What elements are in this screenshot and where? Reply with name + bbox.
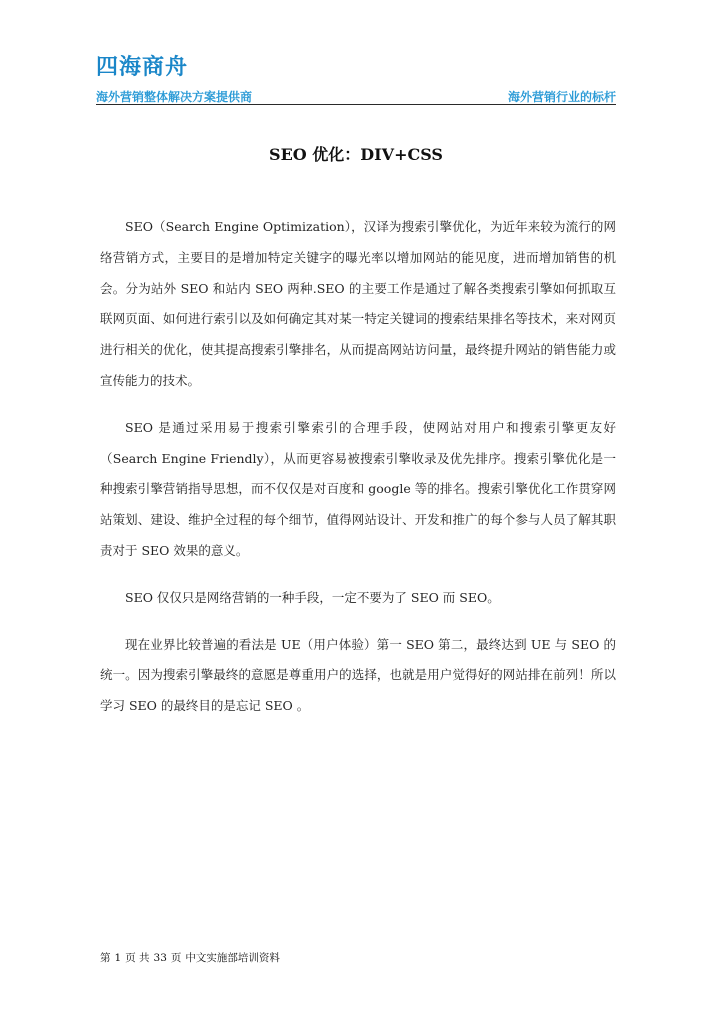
document-title: SEO 优化：DIV+CSS — [269, 145, 443, 164]
document-body — [100, 212, 616, 738]
footer-page-current: 1 — [114, 952, 122, 964]
footer-department: 中文实施部培训资料 — [185, 952, 280, 964]
header-divider — [96, 104, 616, 105]
tagline-left: 海外营销整体解决方案提供商 — [96, 90, 253, 104]
paragraph: SEO（Search Engine Optimization），汉译为搜索引擎优化，为近年来较为流行的网络营销方式，主要目的是增加特定关键字的曝光率以增加网站的能见度，进而增加销售的机会。分为站外 SEO 和站内 SEO 两种.SEO 的主要工作是通过了解各类搜索引擎如何抓取互联网页面、如何进行索引以及如何确定其对某一特定关键词的搜索结果排名等技术，来对网页进行相关的优化，使其提高搜索引擎排名，从而提高网站访问量，最终提升网站的销售能力或宣传能力的技术。 — [100, 219, 616, 388]
paragraph: SEO 仅仅只是网络营销的一种手段，一定不要为了 SEO 而 SEO。 — [125, 589, 500, 605]
footer-page-mid: 页 共 — [125, 952, 150, 964]
footer-page-total: 33 — [153, 952, 167, 964]
tagline-right: 海外营销行业的标杆 — [507, 90, 616, 104]
header-taglines — [96, 86, 616, 106]
page-footer — [100, 950, 284, 965]
brand-name: 四海商舟 — [96, 55, 189, 80]
footer-page-prefix: 第 — [100, 952, 111, 964]
paragraph: SEO 是通过采用易于搜索引擎索引的合理手段，使网站对用户和搜索引擎更友好（Search Engine Friendly），从而更容易被搜索引擎收录及优先排序。搜索引擎优化是一种搜索引擎营销指导思想，而不仅仅是对百度和 google 等的排名。搜索引擎优化工作贯穿网站策划、建设、维护全过程的每个细节，值得网站设计、开发和推广的每个参与人员了解其职责对于 SEO 效果的意义。 — [100, 419, 616, 558]
footer-page-suffix: 页 — [170, 952, 182, 964]
page-header — [96, 54, 616, 106]
paragraph: 现在业界比较普遍的看法是 UE（用户体验）第一 SEO 第二，最终达到 UE 与 SEO 的统一。因为搜索引擎最终的意愿是尊重用户的选择，也就是用户觉得好的网站排在前列！所以学习 SEO 的最终目的是忘记 SEO 。 — [100, 636, 616, 714]
